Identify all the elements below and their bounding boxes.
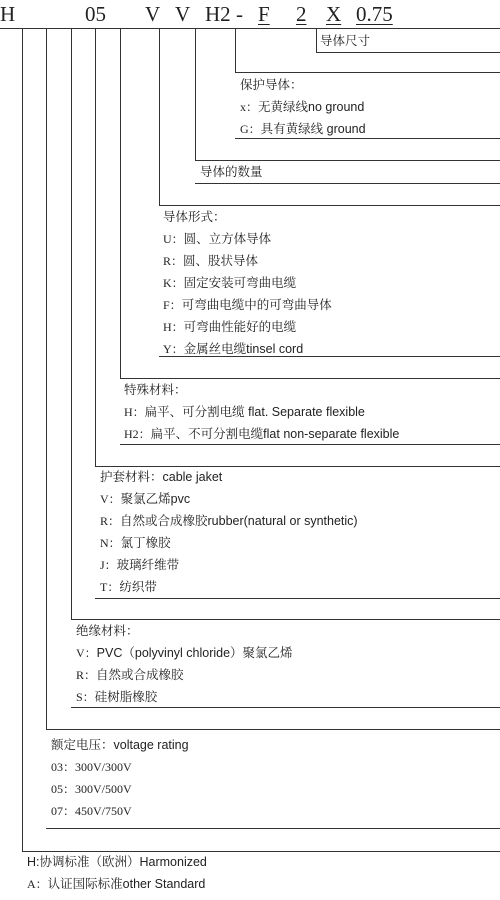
code-count: 2	[296, 2, 307, 26]
list-item: V：PVC（polyvinyl chloride）聚氯乙烯	[76, 646, 293, 660]
connector-special	[120, 29, 121, 378]
jacket-material-box	[100, 466, 358, 598]
list-item: N：氯丁橡胶	[100, 536, 171, 550]
connector-form	[159, 29, 160, 205]
list-item: H2：扁平、不可分割电缆flat non-separate flexible	[124, 427, 400, 441]
protective-conductor-box	[240, 74, 366, 140]
code-insulation: V	[145, 2, 161, 26]
rule	[46, 828, 500, 829]
list-item: x：无黄绿线no ground	[240, 100, 365, 114]
code-protective: X	[326, 2, 342, 26]
code-special: H2	[205, 2, 231, 26]
list-item: U：圆、立方体导体	[163, 232, 272, 246]
rule	[46, 729, 500, 730]
voltage-rating-box	[51, 734, 189, 822]
conductor-count-box	[200, 161, 263, 183]
special-material-title: 特殊材料：	[124, 383, 187, 397]
list-item: S：硅树脂橡胶	[76, 690, 158, 704]
list-item: A：认证国际标准other Standard	[27, 877, 206, 891]
list-item: 05：300V/500V	[51, 782, 132, 796]
protective-conductor-title: 保护导体：	[240, 78, 303, 92]
connector-voltage	[46, 29, 47, 729]
conductor-size-box	[320, 30, 370, 52]
code-form: F	[258, 2, 270, 26]
list-item: H：扁平、可分割电缆 flat. Separate flexible	[124, 405, 365, 419]
conductor-count-title: 导体的数量	[200, 165, 263, 179]
jacket-material-title: 护套材料：cable jaket	[100, 470, 223, 484]
insulation-material-box	[76, 620, 293, 708]
rule	[195, 183, 500, 184]
list-item: K：固定安装可弯曲电缆	[163, 276, 297, 290]
list-item: V：聚氯乙烯pvc	[100, 492, 191, 506]
list-item: R：自然或合成橡胶	[76, 668, 184, 682]
code-jacket: V	[175, 2, 191, 26]
insulation-material-title: 绝缘材料：	[76, 624, 139, 638]
header-rule	[0, 28, 500, 29]
list-item: G：具有黄绿线 ground	[240, 122, 366, 136]
connector-size	[316, 29, 317, 53]
list-item: Y：金属丝电缆tinsel cord	[163, 342, 304, 356]
list-item: J：玻璃纤维带	[100, 558, 180, 572]
list-item: R：自然或合成橡胶rubber(natural or synthetic)	[100, 514, 358, 528]
connector-standard	[22, 29, 23, 851]
code-size: 0.75	[356, 2, 393, 26]
code-dash: -	[236, 2, 243, 26]
special-material-box	[124, 379, 399, 445]
standard-box	[27, 851, 207, 895]
connector-insulation	[71, 29, 72, 619]
connector-count	[195, 29, 196, 160]
rule	[316, 52, 500, 53]
rule	[235, 72, 500, 73]
list-item: H：可弯曲性能好的电缆	[163, 320, 297, 334]
conductor-form-box	[163, 206, 332, 360]
cable-code-line	[0, 0, 500, 28]
list-item: 07：450V/750V	[51, 804, 132, 818]
list-item: T：纺织带	[100, 580, 157, 594]
connector-protective	[235, 29, 236, 72]
voltage-rating-title: 额定电压：voltage rating	[51, 738, 189, 752]
list-item: 03：300V/300V	[51, 760, 132, 774]
conductor-form-title: 导体形式：	[163, 210, 226, 224]
connector-jacket	[95, 29, 96, 466]
code-standard: H	[0, 2, 16, 26]
list-item: F：可弯曲电缆中的可弯曲导体	[163, 298, 332, 312]
code-voltage: 05	[85, 2, 106, 26]
list-item: H:协调标准（欧洲）Harmonized	[27, 855, 207, 869]
list-item: R：圆、股状导体	[163, 254, 259, 268]
rule	[95, 598, 500, 599]
conductor-size-title: 导体尺寸	[320, 34, 371, 48]
